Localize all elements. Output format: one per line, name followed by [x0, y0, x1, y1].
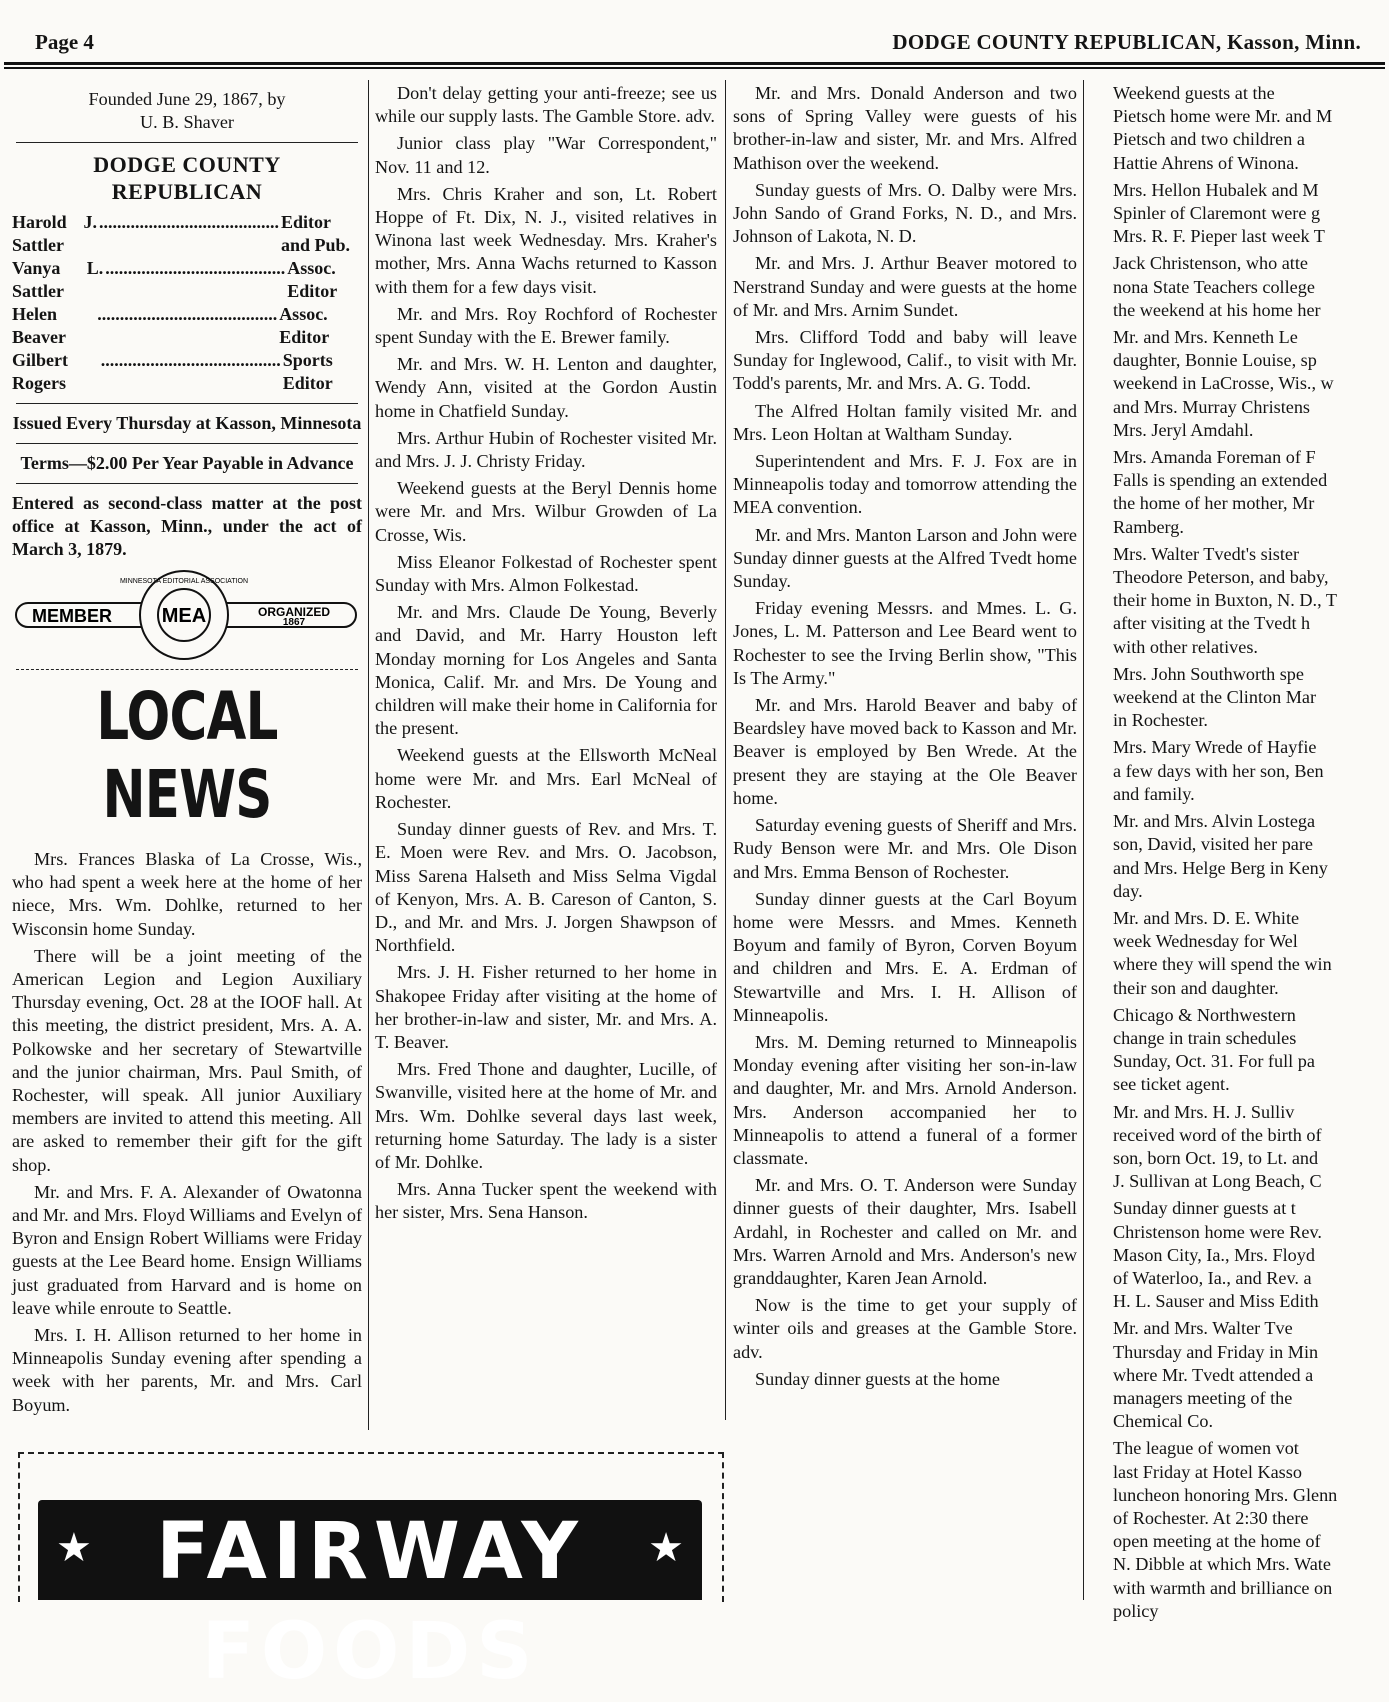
- news-line: with other relatives.: [1113, 636, 1258, 657]
- divider: [16, 483, 358, 484]
- news-item: Mrs. M. Deming returned to Minneapolis Monday evening after visiting her son-in-law and daughter, Mr. and Mrs. Arnold Anderson. Mrs. Anderson accompanied her to Minneapolis to attend a funeral of a former classmate.: [733, 1031, 1077, 1168]
- news-line: Pietsch home were Mr. and M: [1113, 106, 1333, 127]
- news-item: [1091, 1437, 1389, 1623]
- divider: [16, 403, 358, 404]
- news-item: [1091, 326, 1389, 442]
- staff-row: [12, 349, 362, 395]
- news-item: [1091, 1197, 1389, 1313]
- paper-title-line1: DODGE COUNTY: [93, 152, 281, 177]
- staff-name: Gilbert Rogers: [12, 350, 68, 393]
- column-2: [375, 82, 717, 1402]
- news-item: [1091, 446, 1389, 539]
- news-item: Mrs. Frances Blaska of La Crosse, Wis., who had spent a week here at the home of her niece, Mrs. Wm. Dohlke, returned to her Wisconsin home Sunday.: [12, 849, 362, 939]
- news-line: of Waterloo, Ia., and Rev. a: [1113, 1267, 1312, 1288]
- news-item: Mrs. I. H. Allison returned to her home in Minneapolis Sunday evening after spending a week with her parents, Mr. and Mrs. Carl Boyum.: [12, 1325, 362, 1415]
- news-line: luncheon honoring Mrs. Glenn: [1113, 1484, 1338, 1505]
- issued-notice: Issued Every Thursday at Kasson, Minnesota: [12, 413, 362, 433]
- divider: [16, 443, 358, 444]
- column-4: [1091, 82, 1389, 1621]
- news-line: The league of women vot: [1113, 1438, 1299, 1459]
- news-item: [1091, 1101, 1389, 1194]
- mea-emblem-icon: [12, 569, 362, 661]
- column-divider: [1083, 80, 1084, 1600]
- emblem-organized: ORGANIZED: [258, 605, 330, 619]
- founded-line: Founded June 29, 1867, by: [88, 89, 286, 109]
- news-item: The Alfred Holtan family visited Mr. and Mrs. Leon Holtan at Waltham Sunday.: [733, 400, 1077, 444]
- news-line: Mrs. R. F. Pieper last week T: [1113, 226, 1325, 247]
- staff-list: [12, 211, 362, 395]
- news-line: Mr. and Mrs. Alvin Lostega: [1113, 811, 1316, 832]
- news-item: Mr. and Mrs. Manton Larson and John were Sunday dinner guests at the Alfred Tvedt home Sunday.: [733, 524, 1077, 592]
- news-line: the weekend at his home her: [1113, 299, 1321, 320]
- news-item: [1091, 1317, 1389, 1433]
- news-line: Mr. and Mrs. D. E. White: [1113, 907, 1300, 928]
- news-line: Hattie Ahrens of Winona.: [1113, 152, 1299, 173]
- staff-name: Helen Beaver: [12, 304, 66, 347]
- news-item: Mr. and Mrs. Roy Rochford of Rochester spent Sunday with the E. Brewer family.: [375, 303, 717, 348]
- news-item: Mrs. Anna Tucker spent the weekend with her sister, Mrs. Sena Hanson.: [375, 1179, 717, 1223]
- leader-dots: ........................................: [98, 212, 279, 232]
- column-1: [12, 82, 362, 1421]
- news-line: open meeting at the home of: [1113, 1531, 1321, 1552]
- news-line: Mrs. Mary Wrede of Hayfie: [1113, 737, 1317, 758]
- entered-notice: Entered as second-class matter at the post office at Kasson, Minn., under the act of March 3, 1879.: [12, 493, 362, 559]
- news-item: Mr. and Mrs. W. H. Lenton and daughter, Wendy Ann, visited at the Gordon Austin home in Chatfield Sunday.: [375, 354, 717, 421]
- column-2-articles: [375, 82, 717, 1225]
- news-item: Mr. and Mrs. Claude De Young, Beverly and David, and Mr. Harry Houston left Monday morning for Los Angeles and Santa Monica, Calif. Mr. and Mrs. De Young and children will make their home in California for the present.: [375, 602, 717, 739]
- column-divider: [725, 80, 726, 1420]
- news-line: Ramberg.: [1113, 516, 1184, 537]
- founder-name: U. B. Shaver: [140, 112, 234, 132]
- news-item: Don't delay getting your anti-freeze; see us while our supply lasts. The Gamble Store. adv.: [375, 83, 717, 127]
- news-line: Pietsch and two children a: [1113, 129, 1305, 150]
- news-line: managers meeting of the: [1113, 1387, 1293, 1408]
- news-item: Sunday guests of Mrs. O. Dalby were Mrs. John Sando of Grand Forks, N. D., and Mrs. Johnson of Lakota, N. D.: [733, 179, 1077, 247]
- news-line: Spinler of Claremont were g: [1113, 203, 1321, 224]
- news-line: nona State Teachers college: [1113, 276, 1315, 297]
- news-line: policy: [1113, 1600, 1159, 1621]
- terms-notice: Terms—$2.00 Per Year Payable in Advance: [20, 453, 354, 473]
- news-line: Falls is spending an extended: [1113, 470, 1328, 491]
- news-line: daughter, Bonnie Louise, sp: [1113, 350, 1317, 371]
- news-line: Mrs. John Southworth spe: [1113, 663, 1304, 684]
- news-line: Mrs. Hellon Hubalek and M: [1113, 179, 1319, 200]
- fairway-foods-ad: [38, 1500, 702, 1697]
- news-line: where Mr. Tvedt attended a: [1113, 1364, 1314, 1385]
- news-item: Sunday dinner guests at the Carl Boyum home were Messrs. and Mmes. Kenneth Boyum and family of Byron, Corven Boyum and children and Mrs. E. A. Erdman of Stewartville and Mrs. I. H. Allison of Minneapolis.: [733, 888, 1077, 1025]
- news-line: Mason City, Ia., Mrs. Floyd: [1113, 1244, 1315, 1265]
- news-line: Christenson home were Rev.: [1113, 1221, 1322, 1242]
- news-item: Mrs. Clifford Todd and baby will leave Sunday for Inglewood, Calif., to visit with Mr. Todd's parents, Mr. and Mrs. A. G. Todd.: [733, 327, 1077, 394]
- news-line: Mr. and Mrs. Kenneth Le: [1113, 327, 1298, 348]
- news-line: day.: [1113, 880, 1143, 901]
- news-item: Mrs. Fred Thone and daughter, Lucille, of Swanville, visited here at the home of Mr. and Mrs. Wm. Dohlke several days last week, returning home Saturday. The lady is a sister of Mr. Dohlke.: [375, 1059, 717, 1172]
- news-item: Mr. and Mrs. O. T. Anderson were Sunday dinner guests of their daughter, Mrs. Isabell Ardahl, in Rochester and called on Mr. and Mrs. Warren Arnold and Mrs. Anderson's new granddaughter, Karen Jean Arnold.: [733, 1175, 1077, 1288]
- news-line: Chemical Co.: [1113, 1411, 1214, 1432]
- column-1-articles: [12, 848, 362, 1417]
- news-line: week Wednesday for Wel: [1113, 931, 1298, 952]
- news-item: Sunday dinner guests at the home: [755, 1368, 1000, 1389]
- header-rule-bottom: [4, 67, 1385, 69]
- paper-title-line2: REPUBLICAN: [111, 179, 263, 204]
- news-item: Miss Eleanor Folkestad of Rochester spent Sunday with Mrs. Almon Folkestad.: [375, 551, 717, 596]
- staff-role: Assoc. Editor: [287, 258, 338, 301]
- staff-role: Editor and Pub.: [280, 212, 350, 255]
- news-line: Mr. and Mrs. Walter Tve: [1113, 1318, 1293, 1339]
- news-item: Mr. and Mrs. Donald Anderson and two sons of Spring Valley were guests of his brother-in-law and sister, Mr. and Mrs. Alfred Mathison over the weekend.: [733, 83, 1077, 173]
- star-icon: ★: [648, 1525, 684, 1570]
- leader-dots: ........................................: [100, 350, 281, 370]
- news-line: a few days with her son, Ben: [1113, 760, 1324, 781]
- staff-row: [12, 257, 362, 303]
- news-line: Jack Christenson, who atte: [1113, 253, 1308, 274]
- news-line: in Rochester.: [1113, 710, 1208, 731]
- news-line: see ticket agent.: [1113, 1074, 1230, 1095]
- news-line: Mrs. Walter Tvedt's sister: [1113, 543, 1300, 564]
- column-divider: [368, 80, 369, 1430]
- mea-member-emblem: [12, 569, 362, 661]
- news-line: Sunday, Oct. 31. For full pa: [1113, 1051, 1315, 1072]
- leader-dots: ........................................: [97, 304, 278, 324]
- news-line: received word of the birth of: [1113, 1124, 1322, 1145]
- news-item: Now is the time to get your supply of winter oils and greases at the Gamble Store. adv.: [733, 1295, 1077, 1362]
- news-line: weekend at the Clinton Mar: [1113, 687, 1317, 708]
- local-news-heading: LOCAL NEWS: [96, 678, 278, 833]
- news-line: Weekend guests at the: [1113, 83, 1275, 103]
- header-rule-top: [4, 62, 1385, 65]
- news-item: [1091, 907, 1389, 1000]
- news-item: [1091, 179, 1389, 249]
- emblem-year: 1867: [282, 617, 306, 628]
- news-item: [1091, 663, 1389, 733]
- news-item: Mrs. Arthur Hubin of Rochester visited Mr. and Mrs. J. J. Christy Friday.: [375, 427, 717, 472]
- staff-name: Vanya L. Sattler: [12, 258, 104, 301]
- news-line: change in train schedules: [1113, 1027, 1297, 1048]
- star-icon: ★: [56, 1525, 92, 1570]
- news-line: Sunday dinner guests at t: [1113, 1198, 1296, 1219]
- news-item: Mrs. Chris Kraher and son, Lt. Robert Hoppe of Ft. Dix, N. J., visited relatives in Winona last week Wednesday. Mrs. Kraher's mother, Mrs. Anna Wachs returned to Kasson with them for a few days visit.: [375, 183, 717, 297]
- staff-name: Harold J. Sattler: [12, 212, 97, 255]
- news-line: and family.: [1113, 783, 1195, 804]
- news-item: [1091, 736, 1389, 806]
- news-line: Mrs. Amanda Foreman of F: [1113, 447, 1316, 468]
- emblem-ring-text: MINNESOTA EDITORIAL ASSOCIATION: [119, 578, 249, 585]
- news-line: Mr. and Mrs. H. J. Sulliv: [1113, 1101, 1295, 1122]
- staff-role: Sports Editor: [282, 350, 333, 393]
- news-line: son, born Oct. 19, to Lt. and: [1113, 1147, 1319, 1168]
- news-line: H. L. Sauser and Miss Edith: [1113, 1291, 1319, 1312]
- emblem-member: MEMBER: [32, 606, 112, 626]
- news-line: J. Sullivan at Long Beach, C: [1113, 1171, 1322, 1192]
- emblem-monogram: MEA: [161, 605, 207, 627]
- news-line: where they will spend the win: [1113, 954, 1332, 975]
- news-item: [1091, 543, 1389, 659]
- news-item: Mrs. J. H. Fisher returned to her home in Shakopee Friday after visiting at the home of her brother-in-law and sister, Mr. and Mrs. A. T. Beaver.: [375, 962, 717, 1052]
- news-item: Sunday dinner guests of Rev. and Mrs. T. E. Moen were Rev. and Mrs. O. Jacobson, Miss Sarena Halseth and Miss Selma Vigdal of Kenyon, Mrs. A. B. Careson of Canton, S. D., and Mr. and Mrs. J. Jorgen Shawpson of Northfield.: [375, 819, 717, 956]
- news-item: [1091, 1004, 1389, 1097]
- news-line: after visiting at the Tvedt h: [1113, 613, 1311, 634]
- news-item: Mr. and Mrs. J. Arthur Beaver motored to Nerstrand Sunday and were guests at the home of Mr. and Mrs. Arnim Sundet.: [733, 253, 1077, 320]
- news-item: Junior class play "War Correspondent," Nov. 11 and 12.: [375, 133, 717, 177]
- news-item: Weekend guests at the Ellsworth McNeal home were Mr. and Mrs. Earl McNeal of Rochester.: [375, 745, 717, 812]
- news-item: Weekend guests at the Beryl Dennis home were Mr. and Mrs. Wilbur Growden of La Crosse, Wis.: [375, 478, 717, 545]
- page-number: Page 4: [35, 30, 94, 54]
- news-line: and Mrs. Murray Christens: [1113, 396, 1311, 417]
- staff-role: Assoc. Editor: [279, 304, 330, 347]
- ad-title: FAIRWAY FOODS: [156, 1507, 584, 1697]
- news-line: their home in Buxton, N. D., T: [1113, 590, 1337, 611]
- news-line: son, David, visited her pare: [1113, 834, 1314, 855]
- divider: [16, 142, 358, 143]
- news-line: the home of her mother, Mr: [1113, 493, 1315, 514]
- news-line: Chicago & Northwestern: [1113, 1004, 1296, 1025]
- news-item: [1091, 82, 1389, 175]
- divider: [16, 669, 358, 670]
- news-line: of Rochester. At 2:30 there: [1113, 1507, 1309, 1528]
- news-item: [1091, 252, 1389, 322]
- news-item: Mr. and Mrs. F. A. Alexander of Owatonna and Mr. and Mrs. Floyd Williams and Evelyn of Byron and Ensign Robert Williams were Friday guests at the Lee Beard home. Ensign Williams just graduated from Harvard and is home on leave while enroute to Seattle.: [12, 1181, 362, 1318]
- news-line: Mrs. Jeryl Amdahl.: [1113, 419, 1254, 440]
- staff-row: [12, 211, 362, 257]
- column-3: [733, 82, 1077, 1600]
- news-line: their son and daughter.: [1113, 977, 1279, 998]
- news-item: Mr. and Mrs. Harold Beaver and baby of Beardsley have moved back to Kasson and Mr. Beaver is employed by Ben Wrede. At the present they are staying at the Ole Beaver home.: [733, 695, 1077, 808]
- news-line: last Friday at Hotel Kasso: [1113, 1461, 1302, 1482]
- masthead-title: DODGE COUNTY REPUBLICAN, Kasson, Minn.: [892, 30, 1361, 54]
- news-item: There will be a joint meeting of the American Legion and Legion Auxiliary Thursday evening, Oct. 28 at the IOOF hall. At this meeting, the district president, Mrs. A. A. Polkowske and her secretary of Stewartville and the junior chairman, Mrs. Paul Smith, of Rochester, will speak. All junior Auxiliary members are invited to attend this meeting. All are asked to remember their gift for the gift shop.: [12, 945, 362, 1175]
- news-line: Thursday and Friday in Min: [1113, 1341, 1319, 1362]
- news-line: Theodore Peterson, and baby,: [1113, 567, 1329, 588]
- column-4-articles: [1091, 82, 1389, 1623]
- column-3-articles: [733, 82, 1077, 1391]
- news-line: weekend in LaCrosse, Wis., w: [1113, 373, 1334, 394]
- news-line: N. Dibble at which Mrs. Wate: [1113, 1554, 1331, 1575]
- staff-row: [12, 303, 362, 349]
- news-item: Saturday evening guests of Sheriff and Mrs. Rudy Benson were Mr. and Mrs. Ole Dison and Mrs. Emma Benson of Rochester.: [733, 815, 1077, 882]
- news-line: with warmth and brilliance on: [1113, 1577, 1333, 1598]
- leader-dots: ........................................: [105, 258, 286, 278]
- news-item: Superintendent and Mrs. F. J. Fox are in Minneapolis today and tomorrow attending the MEA convention.: [733, 451, 1077, 518]
- news-item: Friday evening Messrs. and Mmes. L. G. Jones, L. M. Patterson and Lee Beard went to Rochester to see the Irving Berlin show, "This Is The Army.": [733, 598, 1077, 688]
- news-item: [1091, 810, 1389, 903]
- news-line: and Mrs. Helge Berg in Keny: [1113, 857, 1328, 878]
